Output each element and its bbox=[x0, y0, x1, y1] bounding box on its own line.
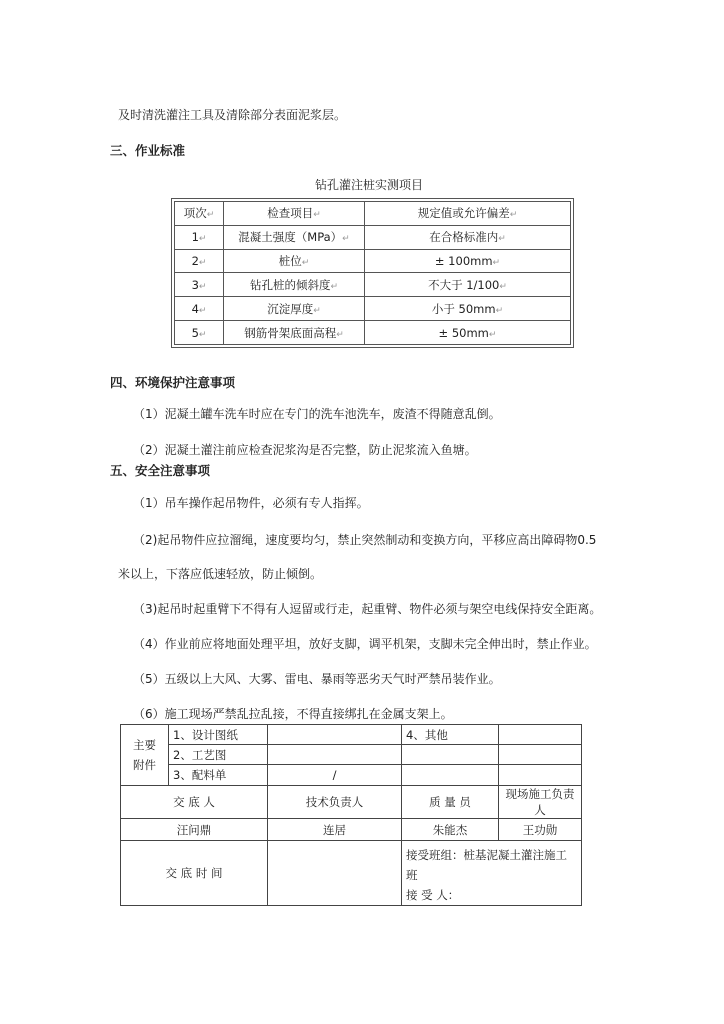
table-cell bbox=[499, 725, 582, 745]
header-cell: 规定值或允许偏差↵ bbox=[365, 202, 571, 226]
table-row bbox=[175, 273, 571, 297]
paragraph: （5）五级以上大风、大雾、雷电、暴雨等恶劣天气时严禁吊装作业。 bbox=[133, 672, 501, 686]
table-cell: 1↵ bbox=[175, 225, 224, 249]
receiver-cell bbox=[402, 841, 582, 906]
attachment-item: 4、其他 bbox=[402, 725, 499, 745]
table-cell: ± 100mm↵ bbox=[365, 249, 571, 273]
paragraph: （2）泥凝土灌注前应检查泥浆沟是否完整，防止泥浆流入鱼塘。 bbox=[133, 443, 477, 457]
name-cell: 汪问鼎 bbox=[121, 819, 268, 841]
table-cell: 钢筋骨架底面高程↵ bbox=[224, 321, 365, 345]
paragraph: （6）施工现场严禁乱拉乱接，不得直接绑扎在金属支架上。 bbox=[133, 707, 453, 721]
section-heading-3: 三、作业标准 bbox=[110, 143, 186, 158]
attachments-label: 主要附件 bbox=[121, 725, 169, 786]
table-header-row bbox=[175, 202, 571, 226]
continued-paragraph: 及时清洗灌注工具及清除部分表面泥浆层。 bbox=[118, 108, 347, 122]
table-caption: 钻孔灌注桩实测项目 bbox=[315, 178, 424, 192]
section-heading-4: 四、环境保护注意事项 bbox=[110, 375, 236, 390]
table-row bbox=[121, 765, 582, 786]
table-cell: ± 50mm↵ bbox=[365, 321, 571, 345]
attachment-item: 1、设计图纸 bbox=[169, 725, 268, 745]
table-row bbox=[175, 297, 571, 321]
table-cell bbox=[402, 765, 499, 786]
header-cell: 项次↵ bbox=[175, 202, 224, 226]
table-cell: 钻孔桩的倾斜度↵ bbox=[224, 273, 365, 297]
table-row bbox=[175, 225, 571, 249]
table-row bbox=[121, 819, 582, 841]
name-cell: 朱能杰 bbox=[402, 819, 499, 841]
paragraph: （1）吊车操作起吊物件，必须有专人指挥。 bbox=[133, 496, 369, 510]
paragraph: （1）泥凝土罐车洗车时应在专门的洗车池洗车，废渣不得随意乱倒。 bbox=[133, 407, 501, 421]
role-cell: 交 底 人 bbox=[121, 786, 268, 819]
table-row bbox=[121, 745, 582, 765]
table-cell: / bbox=[268, 765, 402, 786]
table-cell: 沉淀厚度↵ bbox=[224, 297, 365, 321]
table-cell: 5↵ bbox=[175, 321, 224, 345]
receiver-label: 接 受 人： bbox=[406, 888, 460, 902]
handover-time-label: 交 底 时 间 bbox=[121, 841, 268, 906]
measurement-table bbox=[171, 198, 574, 348]
paragraph: （3)起吊时起重臂下不得有人逗留或行走，起重臂、物件必须与架空电线保持安全距离。 bbox=[133, 602, 602, 616]
table-row bbox=[121, 725, 582, 745]
section-heading-5: 五、安全注意事项 bbox=[110, 463, 211, 478]
table-cell: 4↵ bbox=[175, 297, 224, 321]
paragraph: （4）作业前应将地面处理平坦，放好支脚，调平机架，支脚未完全伸出时，禁止作业。 bbox=[133, 637, 597, 651]
role-cell: 技术负责人 bbox=[268, 786, 402, 819]
table-cell: 桩位↵ bbox=[224, 249, 365, 273]
paragraph: 米以上，下落应低速轻放，防止倾倒。 bbox=[118, 567, 323, 581]
table-cell: 混凝土强度（MPa）↵ bbox=[224, 225, 365, 249]
table-row bbox=[121, 841, 582, 906]
table-cell bbox=[499, 765, 582, 786]
signoff-table bbox=[120, 724, 582, 906]
attachment-item: 2、工艺图 bbox=[169, 745, 268, 765]
table-cell bbox=[268, 745, 402, 765]
header-cell: 检查项目↵ bbox=[224, 202, 365, 226]
table-cell bbox=[268, 725, 402, 745]
table-row bbox=[175, 249, 571, 273]
role-cell: 质 量 员 bbox=[402, 786, 499, 819]
paragraph: （2)起吊物件应拉溜绳，速度要均匀，禁止突然制动和变换方向，平移应高出障碍物0.5 bbox=[133, 533, 597, 547]
table-row bbox=[175, 321, 571, 345]
table-cell: 在合格标准内↵ bbox=[365, 225, 571, 249]
role-cell: 现场施工负责人 bbox=[499, 786, 582, 819]
handover-time-value bbox=[268, 841, 402, 906]
name-cell: 王功勋 bbox=[499, 819, 582, 841]
receive-team: 接受班组：桩基泥凝土灌注施工班 bbox=[406, 848, 567, 882]
table-cell: 3↵ bbox=[175, 273, 224, 297]
attachment-item: 3、配料单 bbox=[169, 765, 268, 786]
name-cell: 连居 bbox=[268, 819, 402, 841]
table-cell bbox=[402, 745, 499, 765]
table-cell: 不大于 1/100↵ bbox=[365, 273, 571, 297]
table-cell: 小于 50mm↵ bbox=[365, 297, 571, 321]
table-row bbox=[121, 786, 582, 819]
table-cell bbox=[499, 745, 582, 765]
table-cell: 2↵ bbox=[175, 249, 224, 273]
